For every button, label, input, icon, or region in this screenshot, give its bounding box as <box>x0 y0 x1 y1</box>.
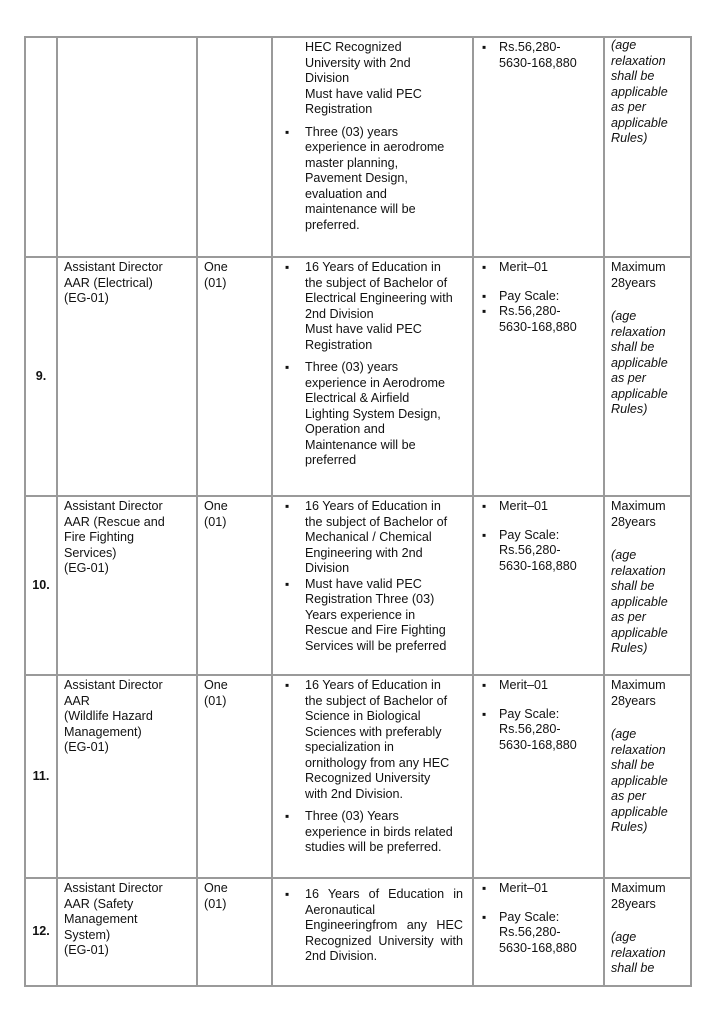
pay-cell <box>473 496 604 675</box>
post-cell <box>57 496 197 675</box>
vacancy-table <box>24 36 692 987</box>
table-row <box>25 878 691 986</box>
number-of-posts: One (01) <box>204 678 228 708</box>
age-cell <box>604 675 691 878</box>
post-cell <box>57 675 197 878</box>
qualification-cell <box>272 257 473 496</box>
age-relaxation-note: (age relaxation shall be <box>611 930 666 975</box>
qualification-bullet: ▪ 16 Years of Education in the subject of Bachelor of Mechanical / Chemical Engineering with 2nd Division <box>305 499 448 575</box>
max-age: Maximum 28years <box>611 678 666 708</box>
post-cell <box>57 37 197 257</box>
qualification-cell <box>272 675 473 878</box>
serial-cell <box>25 878 57 986</box>
age-cell <box>604 37 691 257</box>
post-cell <box>57 257 197 496</box>
pay-cell <box>473 37 604 257</box>
number-of-posts: One (01) <box>204 881 228 911</box>
age-relaxation-note: (age relaxation shall be applicable as per applicable Rules) <box>611 727 668 834</box>
pay-scale-value: ▪ Rs.56,280- 5630-168,880 <box>499 304 577 334</box>
post-title: Assistant Director AAR (Safety Management System) (EG-01) <box>64 881 163 957</box>
pay-scale-label: ▪ Pay Scale: <box>499 288 560 303</box>
post-cell <box>57 878 197 986</box>
number-of-posts-cell <box>197 496 272 675</box>
table-row <box>25 37 691 257</box>
serial-number: 10. <box>32 577 50 592</box>
post-title: Assistant Director AAR (Wildlife Hazard Management) (EG-01) <box>64 678 163 754</box>
serial-cell <box>25 257 57 496</box>
age-relaxation-note: (age relaxation shall be applicable as per applicable Rules) <box>611 548 668 655</box>
age-cell <box>604 878 691 986</box>
table-row <box>25 257 691 496</box>
qualification-bullet: ▪ Must have valid PEC Registration Three (03) Years experience in Rescue and Fire Fighting Services will be preferred <box>305 576 447 653</box>
qualification-bullet: ▪ 16 Years of Education in the subject of Bachelor of Electrical Engineering with 2nd Division Must have valid PEC Registration <box>305 260 453 352</box>
table-row <box>25 675 691 878</box>
merit-text: ▪ Merit–01 <box>499 499 548 513</box>
pay-scale-label: ▪ Pay Scale: Rs.56,280- 5630-168,880 <box>499 706 577 752</box>
max-age: Maximum 28years <box>611 881 666 911</box>
serial-cell <box>25 675 57 878</box>
qualification-cell <box>272 878 473 986</box>
qualification-cell <box>272 37 473 257</box>
pay-cell <box>473 878 604 986</box>
number-of-posts: One (01) <box>204 260 228 290</box>
qualification-bullet: ▪ Three (03) years experience in Aerodrome Electrical & Airfield Lighting System Design, Operation and Maintenance will be preferred <box>305 360 446 467</box>
pay-scale-value: ▪ Rs.56,280- 5630-168,880 <box>499 40 577 70</box>
merit-text: ▪ Merit–01 <box>499 260 548 274</box>
max-age: Maximum 28years <box>611 499 666 529</box>
age-cell <box>604 257 691 496</box>
post-title: Assistant Director AAR (Rescue and Fire Fighting Services) (EG-01) <box>64 499 165 575</box>
qualification-bullet: ▪ 16 Years of Education in the subject of Bachelor of Science in Biological Sciences with preferably specialization in ornithology from any HEC Recognized University with 2nd Division. <box>305 678 450 801</box>
qualification-bullet: ▪ Three (03) Years experience in birds related studies will be preferred. <box>305 809 453 854</box>
number-of-posts-cell <box>197 675 272 878</box>
number-of-posts-cell <box>197 878 272 986</box>
max-age: Maximum 28years <box>611 260 666 290</box>
table-row <box>25 496 691 675</box>
pay-scale-label: ▪ Pay Scale: Rs.56,280- 5630-168,880 <box>499 909 577 955</box>
number-of-posts-cell <box>197 257 272 496</box>
age-relaxation-note: (age relaxation shall be applicable as per applicable Rules) <box>611 309 668 416</box>
number-of-posts-cell <box>197 37 272 257</box>
number-of-posts: One (01) <box>204 499 228 529</box>
pay-cell <box>473 675 604 878</box>
pay-cell <box>473 257 604 496</box>
serial-cell <box>25 37 57 257</box>
serial-number: 12. <box>32 924 50 939</box>
merit-text: ▪ Merit–01 <box>499 678 548 692</box>
age-cell <box>604 496 691 675</box>
merit-text: ▪ Merit–01 <box>499 881 548 895</box>
serial-number: 9. <box>35 368 47 383</box>
qualification-bullet: 16 Years of Education in Aeronautical Engineeringfrom any HEC Recognized University with 2nd Division. <box>305 887 463 963</box>
post-title: Assistant Director AAR (Electrical) (EG-01) <box>64 260 163 305</box>
qualification-bullet: ▪ Three (03) years experience in aerodrome master planning, Pavement Design, evaluation and maintenance will be preferred. <box>305 124 445 232</box>
serial-number: 11. <box>32 768 50 783</box>
age-relaxation-note: (age relaxation shall be applicable as per applicable Rules) <box>611 38 668 145</box>
qualification-text: HEC Recognized University with 2nd Division Must have valid PEC Registration <box>305 40 422 116</box>
qualification-cell <box>272 496 473 675</box>
serial-cell <box>25 496 57 675</box>
pay-scale-label: ▪ Pay Scale: Rs.56,280- 5630-168,880 <box>499 527 577 573</box>
